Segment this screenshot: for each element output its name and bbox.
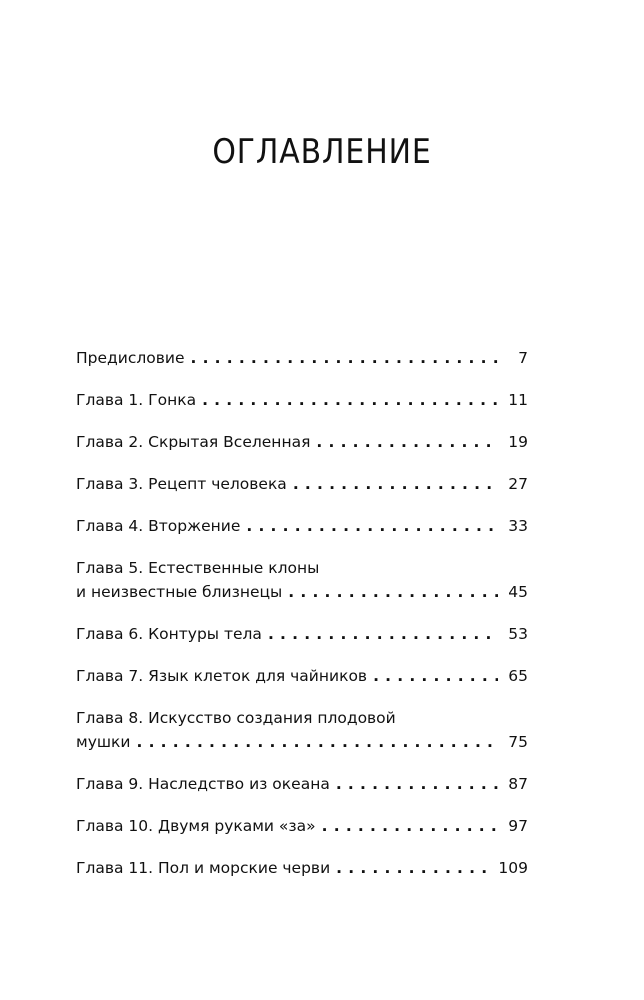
toc-page-number: 97 <box>508 817 528 835</box>
toc-entry-title-line: Глава 8. Искусство создания плодовой <box>76 709 396 727</box>
toc-page-number: 33 <box>508 517 528 535</box>
toc-entry-row <box>76 856 528 880</box>
toc-entry-title: мушки <box>76 733 131 751</box>
dot-leader <box>268 622 498 646</box>
toc-entry <box>76 388 528 412</box>
dot-leader <box>288 580 498 604</box>
toc-entry <box>76 706 528 754</box>
toc-entry <box>76 514 528 538</box>
toc-entry-row <box>76 772 528 796</box>
toc-page-number: 19 <box>508 433 528 451</box>
table-of-contents <box>76 346 528 880</box>
toc-entry-row <box>76 472 528 496</box>
toc-entry <box>76 346 528 370</box>
toc-entry <box>76 856 528 880</box>
toc-entry-title: Глава 2. Скрытая Вселенная <box>76 433 311 451</box>
toc-entry <box>76 664 528 688</box>
toc-entry-title-line: Глава 5. Естественные клоны <box>76 559 320 577</box>
toc-entry <box>76 814 528 838</box>
dot-leader <box>246 514 498 538</box>
toc-entry-row <box>76 346 528 370</box>
toc-entry-title: Глава 9. Наследство из океана <box>76 775 330 793</box>
dot-leader <box>190 346 498 370</box>
dot-leader <box>137 730 499 754</box>
toc-entry-title: Глава 6. Контуры тела <box>76 625 262 643</box>
toc-entry-row <box>76 514 528 538</box>
toc-page-number: 45 <box>508 583 528 601</box>
toc-entry-title: Глава 1. Гонка <box>76 391 197 409</box>
toc-page-number: 109 <box>498 859 528 877</box>
dot-leader <box>202 388 498 412</box>
toc-entry-title: Предисловие <box>76 349 185 367</box>
toc-entry-title: Глава 11. Пол и морские черви <box>76 859 331 877</box>
toc-entry <box>76 772 528 796</box>
toc-entry-title: Глава 7. Язык клеток для чайников <box>76 667 368 685</box>
toc-entry-title: Глава 10. Двумя руками «за» <box>76 817 316 835</box>
toc-entry-title: Глава 3. Рецепт человека <box>76 475 287 493</box>
toc-entry <box>76 472 528 496</box>
dot-leader <box>293 472 498 496</box>
toc-page-number: 65 <box>508 667 528 685</box>
toc-entry-row <box>76 730 528 754</box>
toc-page-number: 11 <box>508 391 528 409</box>
toc-page-number: 27 <box>508 475 528 493</box>
toc-entry <box>76 556 528 604</box>
toc-entry <box>76 430 528 454</box>
page-title: ОГЛАВЛЕНИЕ <box>212 132 432 172</box>
dot-leader <box>322 814 498 838</box>
toc-entry-row <box>76 430 528 454</box>
toc-entry-row <box>76 622 528 646</box>
toc-page-number: 87 <box>508 775 528 793</box>
dot-leader <box>373 664 498 688</box>
toc-entry-title: и неизвестные близнецы <box>76 583 283 601</box>
toc-entry-row <box>76 388 528 412</box>
toc-entry-title: Глава 4. Вторжение <box>76 517 241 535</box>
toc-entry-row <box>76 580 528 604</box>
toc-page-number: 75 <box>508 733 528 751</box>
toc-page-number: 7 <box>518 349 528 367</box>
dot-leader <box>316 430 498 454</box>
toc-entry-row <box>76 664 528 688</box>
dot-leader <box>336 856 488 880</box>
dot-leader <box>336 772 498 796</box>
toc-entry-row <box>76 814 528 838</box>
toc-page-number: 53 <box>508 625 528 643</box>
toc-entry <box>76 622 528 646</box>
